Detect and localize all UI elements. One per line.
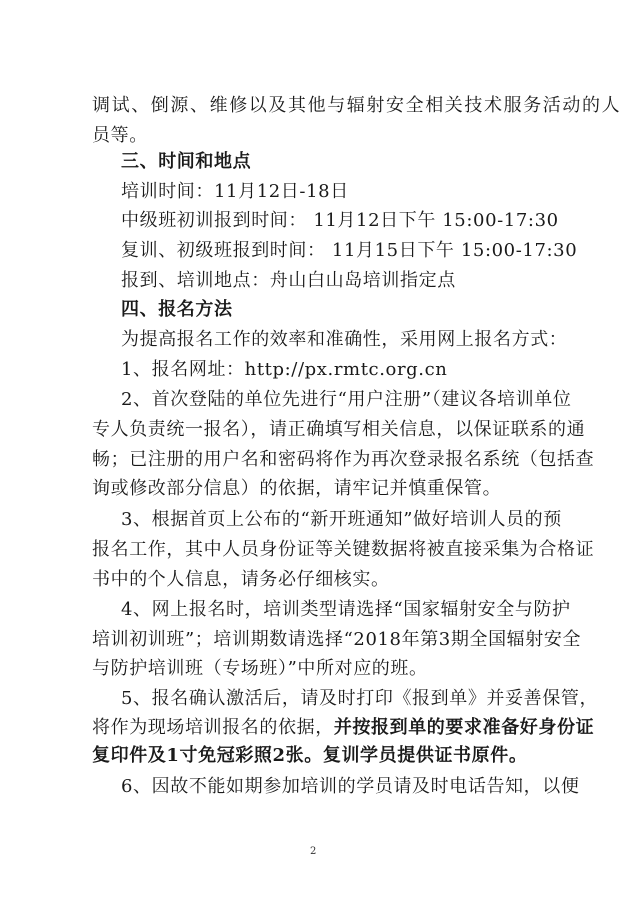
- body-text-line: [92, 716, 594, 740]
- body-text-line: 6、因故不能如期参加培训的学员请及时电话告知，以便: [121, 776, 580, 797]
- body-text-line: 为提高报名工作的效率和准确性，采用网上报名方式：: [121, 329, 568, 350]
- body-text-line: 培训初训班”；培训期数请选择“2018年第3期全国辐射安全: [92, 629, 582, 650]
- body-text-line: 询或修改部分信息）的依据，请牢记并慎重保管。: [92, 478, 502, 499]
- body-text-line: 2、首次登陆的单位先进行“用户注册”（建议各培训单位: [121, 389, 572, 410]
- body-text-line: 4、网上报名时，培训类型请选择“国家辐射安全与防护: [121, 599, 571, 620]
- body-text-line: 5、报名确认激活后，请及时打印《报到单》并妥善保管，: [121, 688, 599, 709]
- body-text-line: 复训、初级班报到时间： 11月15日下午 15:00-17:30: [121, 240, 578, 261]
- body-text-line: 调试、倒源、维修以及其他与辐射安全相关技术服务活动的人: [92, 95, 622, 116]
- body-text-line: 与防护培训班（专场班）”中所对应的班。: [92, 658, 428, 679]
- section-heading-registration: 四、报名方法: [121, 299, 233, 320]
- body-text-line: 畅；已注册的用户名和密码将作为再次登录报名系统（包括查: [92, 449, 595, 470]
- body-text-line: 报到、培训地点：舟山白山岛培训指定点: [121, 270, 456, 291]
- registration-url-line: 1、报名网址：http://px.rmtc.org.cn: [121, 359, 448, 380]
- body-text-line: 培训时间：11月12日-18日: [121, 181, 349, 202]
- emphasized-text-span: 并按报到单的要求准备好身份证: [333, 717, 595, 738]
- page-number: 2: [310, 846, 317, 857]
- body-text-line: 员等。: [92, 125, 148, 146]
- body-text-line: 中级班初训报到时间： 11月12日下午 15:00-17:30: [121, 210, 559, 231]
- body-text-line: 专人负责统一报名），请正确填写相关信息，以保证联系的通: [92, 419, 586, 440]
- body-text-line: 书中的个人信息，请务必仔细核实。: [92, 569, 390, 590]
- body-text-line: 3、根据首页上公布的“新开班通知”做好培训人员的预: [121, 509, 562, 530]
- emphasized-text-line: 复印件及1寸免冠彩照2张。复训学员提供证书原件。: [92, 745, 528, 766]
- section-heading-time-location: 三、时间和地点: [121, 151, 252, 172]
- body-text-span: 将作为现场培训报名的依据，: [92, 717, 334, 738]
- body-text-line: 报名工作，其中人员身份证等关键数据将被直接采集为合格证: [92, 539, 595, 560]
